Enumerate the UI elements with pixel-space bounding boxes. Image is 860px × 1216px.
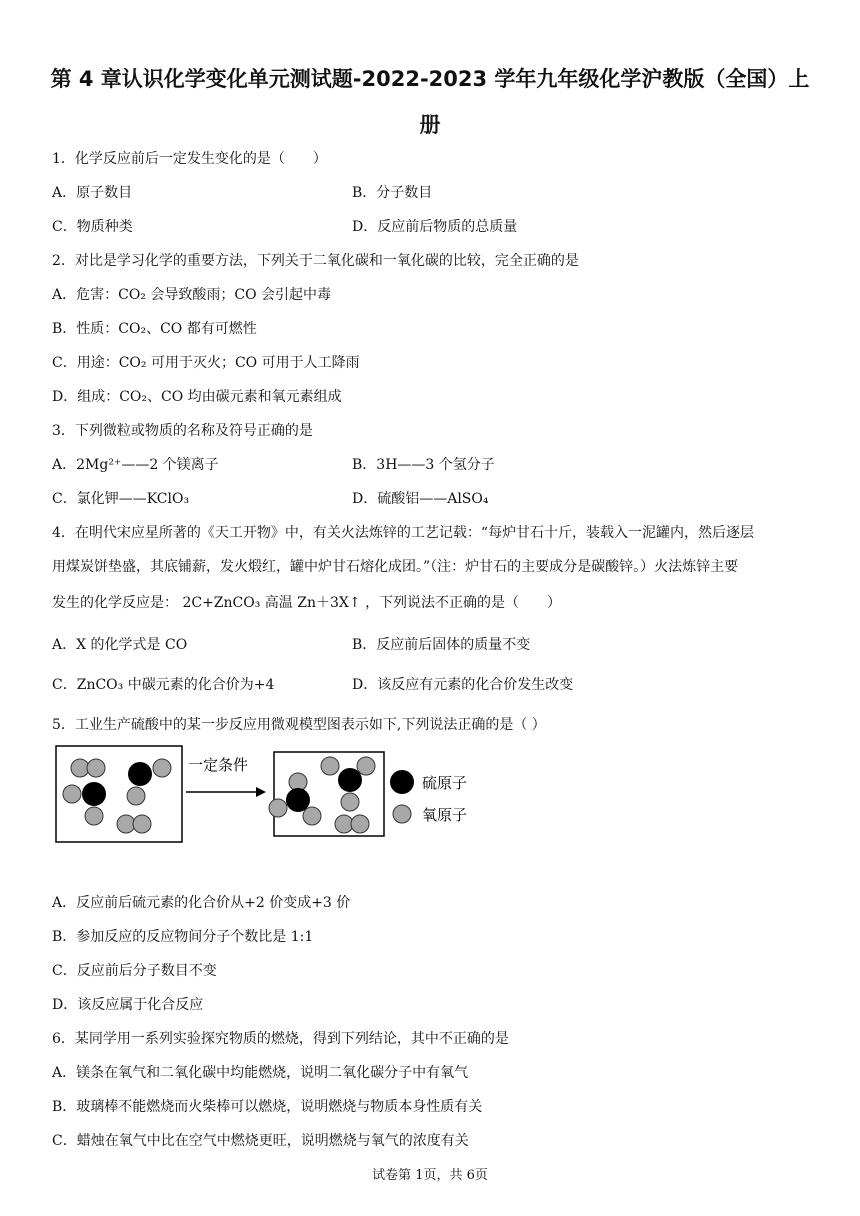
title-line-1: 第 4 章认识化学变化单元测试题-2022-2023 学年九年级化学沪教版（全国）上 <box>50 67 810 91</box>
oxygen-atom <box>341 793 359 811</box>
legend-oxygen-label: 氧原子 <box>422 806 468 824</box>
q3-option-d: D．硫酸铝——AlSO₄ <box>352 491 489 507</box>
legend-sulfur-swatch <box>390 770 414 794</box>
q3-option-b: B．3H——3 个氢分子 <box>352 457 495 473</box>
q4-option-b: B．反应前后固体的质量不变 <box>352 637 531 653</box>
q3-option-a: A．2Mg²⁺——2 个镁离子 <box>52 457 219 473</box>
q6-stem: 6．某同学用一系列实验探究物质的燃烧，得到下列结论，其中不正确的是 <box>52 1031 509 1047</box>
arrow-label: 一定条件 <box>188 756 249 774</box>
legend-oxygen-swatch <box>393 805 411 823</box>
sulfur-atom <box>338 768 362 792</box>
q1-option-a: A．原子数目 <box>52 185 133 201</box>
page-title <box>40 56 820 148</box>
q4-stem-line-1: 4．在明代宋应星所著的《天工开物》中，有关火法炼锌的工艺记载：“每炉甘石十斤，装载入一泥罐内，然后逐层 <box>52 525 755 541</box>
q3-stem: 3．下列微粒或物质的名称及符号正确的是 <box>52 423 313 439</box>
q1-option-b: B．分子数目 <box>352 185 433 201</box>
q4-option-a: A．X 的化学式是 CO <box>52 637 188 653</box>
q2-stem: 2．对比是学习化学的重要方法，下列关于二氧化碳和一氧化碳的比较，完全正确的是 <box>52 253 579 269</box>
q4-stem-line-3-pre: 发生的化学反应是： <box>52 595 178 611</box>
oxygen-atom <box>117 815 135 833</box>
oxygen-atom <box>357 757 375 775</box>
sulfur-atom <box>82 782 106 806</box>
q3-option-c: C．氯化钾——KClO₃ <box>52 491 190 507</box>
q2-option-b: B．性质：CO₂、CO 都有可燃性 <box>52 321 257 337</box>
q5-option-d: D．该反应属于化合反应 <box>52 997 204 1013</box>
oxygen-atom <box>87 759 105 777</box>
oxygen-atom <box>321 757 339 775</box>
q2-option-a: A．危害：CO₂ 会导致酸雨；CO 会引起中毒 <box>52 287 332 303</box>
q5-option-b: B．参加反应的反应物间分子个数比是 1:1 <box>52 929 314 945</box>
oxygen-atom <box>269 799 287 817</box>
q6-option-c: C．蜡烛在氧气中比在空气中燃烧更旺，说明燃烧与氧气的浓度有关 <box>52 1133 469 1149</box>
q4-equation: 2C+ZnCO₃ 高温 Zn＋3X↑ <box>182 595 361 611</box>
q1-option-c: C．物质种类 <box>52 219 133 235</box>
q6-option-b: B．玻璃棒不能燃烧而火柴棒可以燃烧，说明燃烧与物质本身性质有关 <box>52 1099 483 1115</box>
q4-stem-line-3 <box>52 594 561 612</box>
oxygen-atom <box>153 759 171 777</box>
q5-stem: 5．工业生产硫酸中的某一步反应用微观模型图表示如下,下列说法正确的是（ ） <box>52 717 546 733</box>
q1-stem: 1．化学反应前后一定发生变化的是（ ） <box>52 151 327 167</box>
legend-sulfur-label: 硫原子 <box>422 774 468 792</box>
q5-option-c: C．反应前后分子数目不变 <box>52 963 217 979</box>
q6-option-a: A．镁条在氧气和二氧化碳中均能燃烧，说明二氧化碳分子中有氧气 <box>52 1065 469 1081</box>
q4-option-c: C．ZnCO₃ 中碳元素的化合价为+4 <box>52 677 275 693</box>
oxygen-atom <box>303 807 321 825</box>
q4-option-d: D．该反应有元素的化合价发生改变 <box>352 677 574 693</box>
page-footer: 试卷第 1页，共 6页 <box>372 1168 488 1183</box>
oxygen-atom <box>85 807 103 825</box>
q2-option-d: D．组成：CO₂、CO 均由碳元素和氧元素组成 <box>52 389 342 405</box>
oxygen-atom <box>127 787 145 805</box>
oxygen-atom <box>71 759 89 777</box>
arrow-head <box>256 787 266 797</box>
oxygen-atom <box>63 785 81 803</box>
sulfur-atom <box>128 762 152 786</box>
oxygen-atom <box>133 815 151 833</box>
q5-option-a: A．反应前后硫元素的化合价从+2 价变成+3 价 <box>52 895 351 911</box>
q2-option-c: C．用途：CO₂ 可用于灭火；CO 可用于人工降雨 <box>52 355 360 371</box>
q4-stem-line-2: 用煤炭饼垫盛，其底铺薪，发火煅红，罐中炉甘石熔化成团。”（注：炉甘石的主要成分是碳酸锌。）火法炼锌主要 <box>52 559 739 575</box>
oxygen-atom <box>335 815 353 833</box>
q4-stem-line-3-post: ，下列说法不正确的是（ ） <box>365 595 562 611</box>
q1-option-d: D．反应前后物质的总质量 <box>352 219 518 235</box>
title-line-2: 册 <box>419 113 441 137</box>
oxygen-atom <box>351 815 369 833</box>
reaction-model-diagram <box>54 744 494 848</box>
